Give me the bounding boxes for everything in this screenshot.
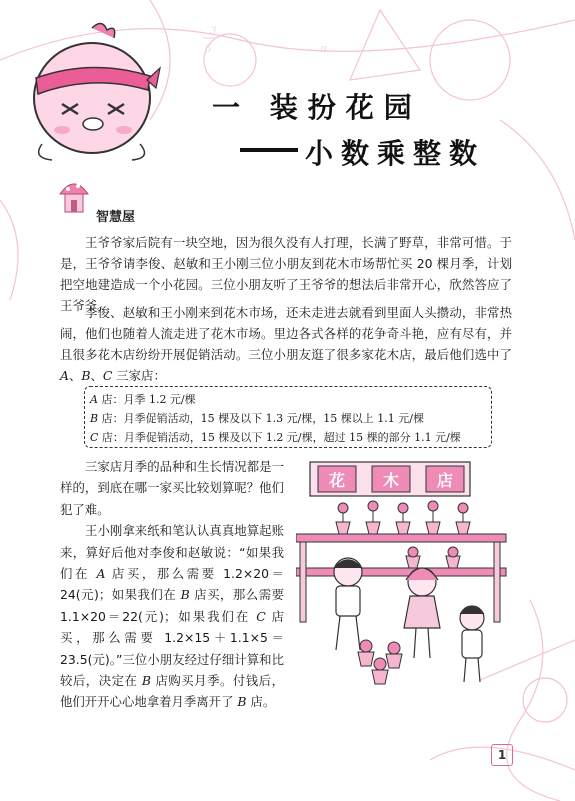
- calc-text-6: 店。: [246, 694, 276, 710]
- mushroom-house-icon: [58, 178, 90, 214]
- onion-mascot-icon: [22, 18, 162, 168]
- offer-a-key: A: [90, 393, 98, 406]
- paragraph-calculation: [60, 520, 284, 713]
- chapter-subtitle: 小数乘整数: [305, 137, 486, 170]
- paragraph-dilemma: 三家店月季的品种和生长情况都是一样的，到底在哪一家买比较划算呢？他们犯了难。: [60, 459, 284, 517]
- paragraph-market-suffix: 三家店：: [112, 368, 166, 383]
- chapter-number: 一: [212, 91, 251, 124]
- svg-text:π: π: [320, 44, 327, 55]
- chapter-title: 装扮花园: [269, 91, 422, 124]
- offer-c-key: C: [90, 431, 99, 444]
- store-c-label: C: [102, 368, 113, 383]
- shop-sign-char: 店: [436, 471, 454, 490]
- story-column: [60, 456, 284, 713]
- offer-b-key: B: [90, 412, 99, 425]
- calc-text-5: 店购买月季。付钱后，他们开开心心地拿着月季离开了: [60, 673, 284, 710]
- paragraph-intro: 王爷爷家后院有一块空地，因为很久没有人打理，长满了野草，非常可惜。于是，王爷爷请李俊、赵敏和王小刚三位小朋友到花木市场帮忙买 20 棵月季，计划把空地建造成一个小花园。三位小朋友听了王爷爷的想法后非常开心，欣然答应了王爷爷。: [60, 235, 512, 313]
- offer-c-text: 店：月季促销活动，15 棵及以下 1.2 元/棵，超过 15 棵的部分 1.1 元/棵: [98, 431, 461, 444]
- flower-shop-illustration: [296, 456, 510, 692]
- offer-b-text: 店：月季促销活动，15 棵及以下 1.3 元/棵，15 棵以上 1.1 元/棵: [98, 412, 424, 425]
- chapter-heading: [212, 86, 422, 126]
- calc-text-1: 王小刚拿来纸和笔认认真真地算起账来，算好后他对李俊和赵敏说：“如果我们在: [60, 523, 284, 582]
- paragraph-market-text: 李俊、赵敏和王小刚来到花木市场，还未走进去就看到里面人头攒动，非常热闹，他们也随着人流走进了花木市场。里边各式各样的花争奇斗艳，应有尽有，并且很多花木店纷纷开展促销活动。三位小朋友逛了很多家花木店，最后他们选中了: [60, 305, 512, 362]
- shop-sign-char: 花: [328, 471, 346, 490]
- offer-a-text: 店：月季 1.2 元/棵: [97, 393, 196, 406]
- offer-store-b: [90, 410, 490, 426]
- title-dash: [240, 148, 298, 152]
- store-a-label: A: [96, 566, 106, 582]
- page-number: 1: [491, 744, 513, 766]
- store-b-label: B: [141, 673, 151, 689]
- separator: 、: [68, 368, 82, 383]
- shop-sign-char: 木: [382, 471, 400, 490]
- offer-store-a: [90, 391, 490, 407]
- store-c-label: C: [256, 608, 266, 624]
- separator: 、: [90, 368, 103, 383]
- offer-store-c: [90, 429, 490, 445]
- store-b-label: B: [237, 694, 247, 710]
- store-b-label: B: [180, 587, 190, 603]
- section-label: 智慧屋: [96, 210, 136, 225]
- calc-text-4: 店买，那么需要 1.2×15＋1.1×5＝23.5(元)。”三位小朋友经过仔细计算和比较后，决定在: [60, 608, 284, 689]
- calc-text-2: 店买，那么需要 1.2×20＝24(元)；如果我们在: [60, 566, 284, 603]
- store-a-label: A: [60, 368, 69, 383]
- svg-text:5: 5: [205, 44, 212, 55]
- calc-text-3: 店买，那么需要 1.1×20＝22(元)；如果我们在: [60, 587, 284, 624]
- store-b-label: B: [81, 368, 91, 383]
- paragraph-market: [60, 302, 512, 386]
- svg-text:3: 3: [210, 26, 217, 37]
